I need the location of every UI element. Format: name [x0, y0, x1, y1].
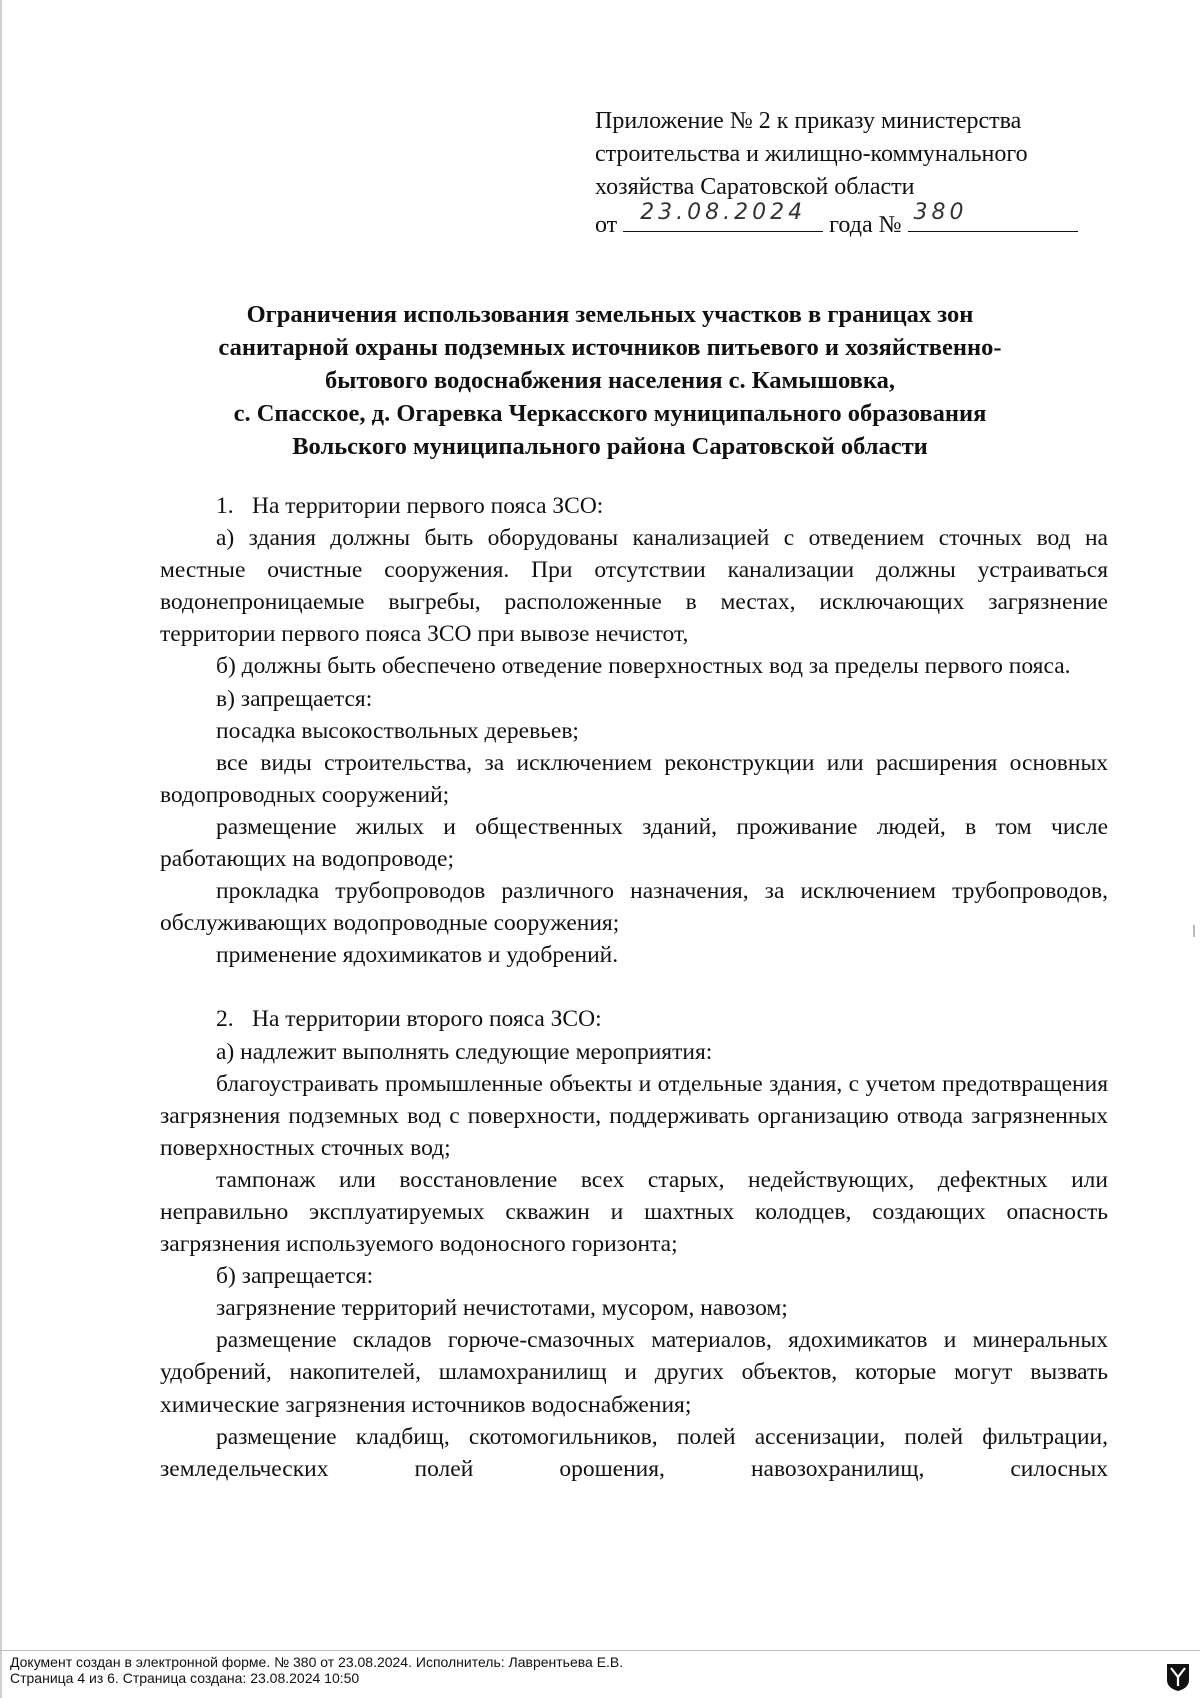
section-2-item: размещение складов горюче-смазочных материалов, ядохимикатов и минеральных удобрений, накопителей, шламохранилищ и других объектов, которые могут вызвать химические загрязнения источников водоснабжения; — [160, 1327, 1108, 1418]
section-2-number: 2. — [216, 1006, 234, 1033]
section-2-item: а) надлежит выполнять следующие мероприятия: — [216, 1038, 713, 1065]
scan-artifact — [1193, 925, 1195, 937]
header-line-1: Приложение № 2 к приказу министерства — [595, 108, 1022, 134]
number-field — [908, 200, 1078, 232]
handwritten-date: 23.08.2024 — [640, 200, 807, 225]
footer-line-2: Страница 4 из 6. Страница создана: 23.08.2024 10:50 — [10, 1670, 360, 1686]
section-1-item: размещение жилых и общественных зданий, проживание людей, в том числе работающих на водопроводе; — [160, 813, 1108, 873]
title-line-2: санитарной охраны подземных источников питьевого и хозяйственно- — [218, 334, 1002, 361]
section-1-item: все виды строительства, за исключением реконструкции или расширения основных водопроводных сооружений; — [160, 749, 1108, 808]
scan-edge-line — [0, 0, 2, 1698]
section-1-item: б) должны быть обеспечено отведение поверхностных вод за пределы первого пояса. — [216, 653, 1071, 680]
section-1-number: 1. — [216, 493, 234, 519]
title-line-5: Вольского муниципального района Саратовской области — [292, 433, 928, 460]
handwritten-number: 380 — [913, 200, 968, 225]
section-2-item: б) запрещается: — [216, 1263, 374, 1290]
coat-of-arms-icon — [1165, 1662, 1191, 1692]
section-1-item: применение ядохимикатов и удобрений. — [216, 942, 619, 969]
section-1-title: На территории первого пояса ЗСО: — [252, 493, 604, 519]
footer-line-1: Документ создан в электронной форме. № 380 от 23.08.2024. Исполнитель: Лаврентьева Е.В. — [10, 1654, 624, 1670]
appendix-header — [595, 105, 1115, 242]
section-1-item: а) здания должны быть оборудованы канализацией с отведением сточных вод на местные очистные сооружения. При отсутствии канализации должны устраиваться водонепроницаемые выгребы, расположенные в местах, исключающих загрязнение территории первого пояса ЗСО при вывозе нечистот, — [160, 525, 1108, 648]
from-label: от — [595, 212, 618, 238]
section-2-item: загрязнение территорий нечистотами, мусором, навозом; — [216, 1295, 788, 1322]
year-number-label: года № — [829, 212, 902, 238]
title-line-1: Ограничения использования земельных участков в границах зон — [246, 301, 974, 328]
section-2-heading — [160, 1003, 1108, 1035]
date-field — [623, 200, 823, 232]
section-1-heading — [160, 490, 1108, 522]
document-title — [90, 298, 1130, 463]
section-1-item: в) запрещается: — [216, 685, 373, 712]
document-body — [160, 490, 1108, 1485]
section-2-item: размещение кладбищ, скотомогильников, полей ассенизации, полей фильтрации, земледельческих полей орошения, навозохранилищ, силосных — [160, 1423, 1108, 1482]
section-gap — [160, 971, 1108, 1003]
header-line-3: хозяйства Саратовской области — [595, 174, 915, 200]
section-1-item: посадка высокоствольных деревьев; — [216, 717, 579, 744]
document-footer — [10, 1654, 623, 1686]
section-1-item: прокладка трубопроводов различного назначения, за исключением трубопроводов, обслуживающих водопроводные сооружения; — [160, 878, 1108, 937]
header-line-4 — [595, 200, 1115, 242]
section-2-title: На территории второго пояса ЗСО: — [252, 1006, 602, 1033]
title-line-3: бытового водоснабжения населения с. Камышовка, — [325, 367, 895, 394]
footer-divider — [0, 1650, 1200, 1651]
header-line-2: строительства и жилищно-коммунального — [595, 141, 1028, 167]
section-2-item: тампонаж или восстановление всех старых, недействующих, дефектных или неправильно эксплуатируемых скважин и шахтных колодцев, создающих опасность загрязнения используемого водоносного горизонта; — [160, 1166, 1108, 1258]
section-2-item: благоустраивать промышленные объекты и отдельные здания, с учетом предотвращения загрязнения подземных вод с поверхности, поддерживать организацию отвода загрязненных поверхностных сточных вод; — [160, 1070, 1108, 1161]
title-line-4: с. Спасское, д. Огаревка Черкасского муниципального образования — [233, 400, 987, 427]
